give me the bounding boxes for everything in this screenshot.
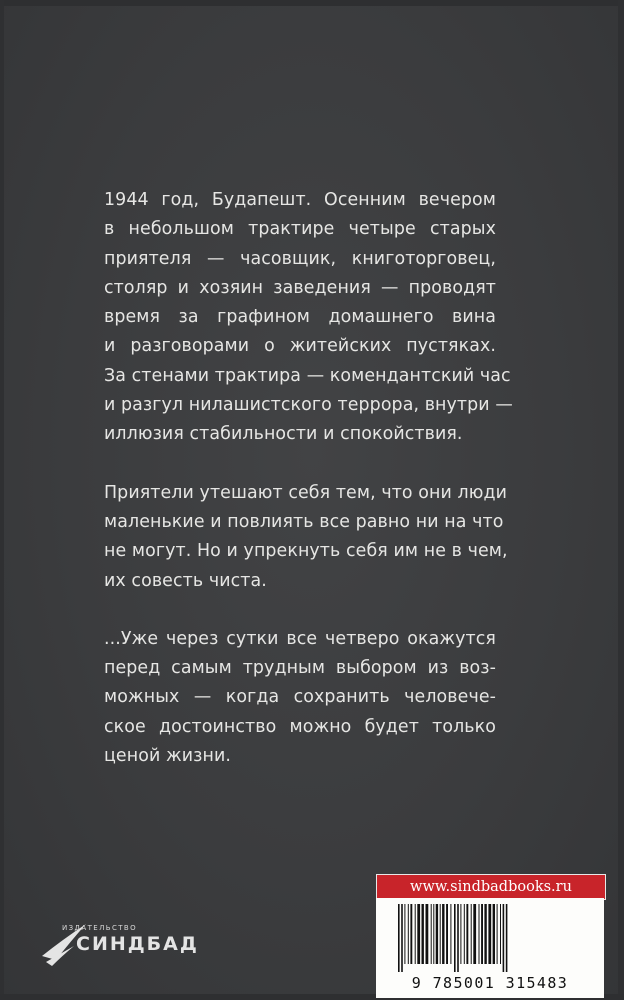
- blurb-line: Приятели утешают себя тем, что они люди: [104, 482, 508, 503]
- website-band: [376, 874, 606, 900]
- blurb-line: столяр и хозяин заведения — проводят: [104, 277, 496, 298]
- blurb-line: 1944 год, Будапешт. Осенним вечером: [104, 190, 496, 210]
- blurb-line: в небольшом трактире четыре старых: [104, 219, 496, 240]
- blurb-line: маленькие и повлиять все равно ни на что: [104, 511, 504, 532]
- cover-edge-right: [618, 0, 624, 1000]
- blurb-line: и разговорами о житейских пустяках.: [104, 336, 496, 357]
- cover-edge-top: [0, 0, 624, 6]
- publisher-small-label: ИЗДАТЕЛЬСТВО: [62, 924, 138, 932]
- isbn-number: 9 785001 315483: [411, 974, 569, 992]
- isbn-barcode: [376, 898, 604, 998]
- blurb-line: можных — когда сохранить человече-: [104, 687, 496, 708]
- blurb-paragraph: [104, 186, 513, 450]
- blurb-line: приятеля — часовщик, книготорговец,: [104, 248, 496, 269]
- blurb-line: время за графином домашнего вина: [104, 307, 496, 328]
- blurb-line: ценой жизни.: [104, 746, 231, 767]
- blurb-line: перед самым трудным выбором из воз-: [104, 658, 496, 679]
- publisher-logo: [40, 916, 200, 976]
- barcode-icon: [394, 904, 586, 974]
- website-url[interactable]: www.sindbadbooks.ru: [410, 879, 572, 895]
- blurb-line: и разгул нилашистского террора, внутри —: [104, 395, 513, 416]
- blurb-paragraph: [104, 625, 496, 771]
- publisher-name: СИНДБАД: [76, 933, 199, 955]
- blurb-line: ское достоинство можно будет только: [104, 716, 496, 737]
- blurb-paragraph: [104, 479, 508, 596]
- blurb-line: не могут. Но и упрекнуть себя им не в чем,: [104, 541, 508, 562]
- cover-edge-left: [0, 0, 4, 1000]
- blurb-line: За стенами трактира — комендантский час: [104, 365, 511, 386]
- blurb-text: [104, 186, 513, 800]
- blurb-line: их совесть чиста.: [104, 570, 267, 591]
- blurb-line: ...Уже через сутки все четверо окажутся: [104, 628, 496, 649]
- blurb-line: иллюзия стабильности и спокойствия.: [104, 424, 463, 445]
